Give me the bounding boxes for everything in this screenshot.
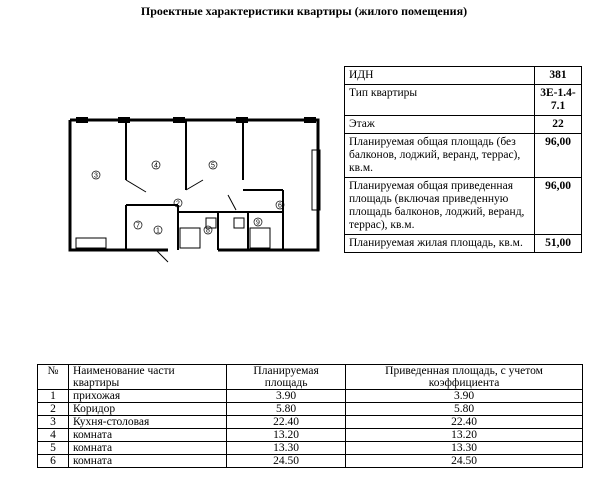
bathtub-icon — [250, 228, 270, 248]
room-area: 5.80 — [227, 403, 346, 416]
kitchen-counter-icon — [76, 238, 106, 248]
table-row — [38, 403, 583, 416]
spec-value: 51,00 — [535, 235, 582, 253]
room-name: прихожая — [69, 390, 227, 403]
room-name: комната — [69, 455, 227, 468]
table-row — [38, 416, 583, 429]
room-label: 3 — [94, 172, 98, 180]
col-header-area: Планируемая площадь — [227, 365, 346, 390]
table-row — [38, 442, 583, 455]
room-label: 2 — [176, 200, 180, 208]
room-name: Коридор — [69, 403, 227, 416]
window-mark — [173, 117, 185, 123]
room-number: 6 — [38, 455, 69, 468]
toilet-icon — [206, 218, 216, 228]
room-reduced-area: 13.30 — [346, 442, 583, 455]
room-reduced-area: 13.20 — [346, 429, 583, 442]
spec-row — [345, 85, 582, 116]
room-area: 13.30 — [227, 442, 346, 455]
room-area: 13.20 — [227, 429, 346, 442]
room-number: 1 — [38, 390, 69, 403]
col-header-reduced-area: Приведенная площадь, с учетом коэффициента — [346, 365, 583, 390]
spec-label: Планируемая общая площадь (без балконов, лоджий, веранд, террас), кв.м. — [345, 134, 535, 178]
room-reduced-area: 5.80 — [346, 403, 583, 416]
spec-row — [345, 134, 582, 178]
room-number: 5 — [38, 442, 69, 455]
col-header-number: № — [38, 365, 69, 390]
table-row — [38, 429, 583, 442]
room-reduced-area: 22.40 — [346, 416, 583, 429]
room-number: 3 — [38, 416, 69, 429]
room-label: 6 — [278, 202, 282, 210]
spec-value: 381 — [535, 67, 582, 85]
spec-row — [345, 178, 582, 235]
spec-label: Планируемая общая приведенная площадь (включая приведенную площадь балконов, лоджий, веранд, террас), кв.м. — [345, 178, 535, 235]
room-number: 2 — [38, 403, 69, 416]
room-label: 8 — [206, 227, 210, 235]
spec-row — [345, 235, 582, 253]
room-name: комната — [69, 442, 227, 455]
room-label: 7 — [136, 222, 140, 230]
window-mark — [76, 117, 88, 123]
spec-label: Тип квартиры — [345, 85, 535, 116]
room-label: 9 — [256, 219, 260, 227]
room-area: 22.40 — [227, 416, 346, 429]
spec-value: 22 — [535, 116, 582, 134]
spec-table — [344, 66, 582, 253]
room-label: 5 — [211, 162, 215, 170]
spec-value: 3Е-1.4-7.1 — [535, 85, 582, 116]
page-title: Проектные характеристики квартиры (жилого помещения) — [140, 4, 468, 18]
spec-row — [345, 67, 582, 85]
room-name: комната — [69, 429, 227, 442]
window-mark — [304, 117, 316, 123]
room-number: 4 — [38, 429, 69, 442]
room-reduced-area: 24.50 — [346, 455, 583, 468]
toilet-icon — [234, 218, 244, 228]
room-label: 4 — [154, 162, 158, 170]
room-reduced-area: 3.90 — [346, 390, 583, 403]
table-row — [38, 455, 583, 468]
room-area: 3.90 — [227, 390, 346, 403]
room-name: Кухня-столовая — [69, 416, 227, 429]
floorplan-drawing — [68, 110, 328, 270]
rooms-header-row — [38, 365, 583, 390]
spec-row — [345, 116, 582, 134]
window-mark — [118, 117, 130, 123]
col-header-name: Наименование части квартиры — [69, 365, 227, 390]
spec-value: 96,00 — [535, 178, 582, 235]
spec-value: 96,00 — [535, 134, 582, 178]
spec-label: ИДН — [345, 67, 535, 85]
rooms-table — [37, 364, 583, 468]
room-area: 24.50 — [227, 455, 346, 468]
bathtub-icon — [180, 228, 200, 248]
spec-label: Этаж — [345, 116, 535, 134]
room-label: 1 — [156, 227, 160, 235]
table-row — [38, 390, 583, 403]
spec-label: Планируемая жилая площадь, кв.м. — [345, 235, 535, 253]
